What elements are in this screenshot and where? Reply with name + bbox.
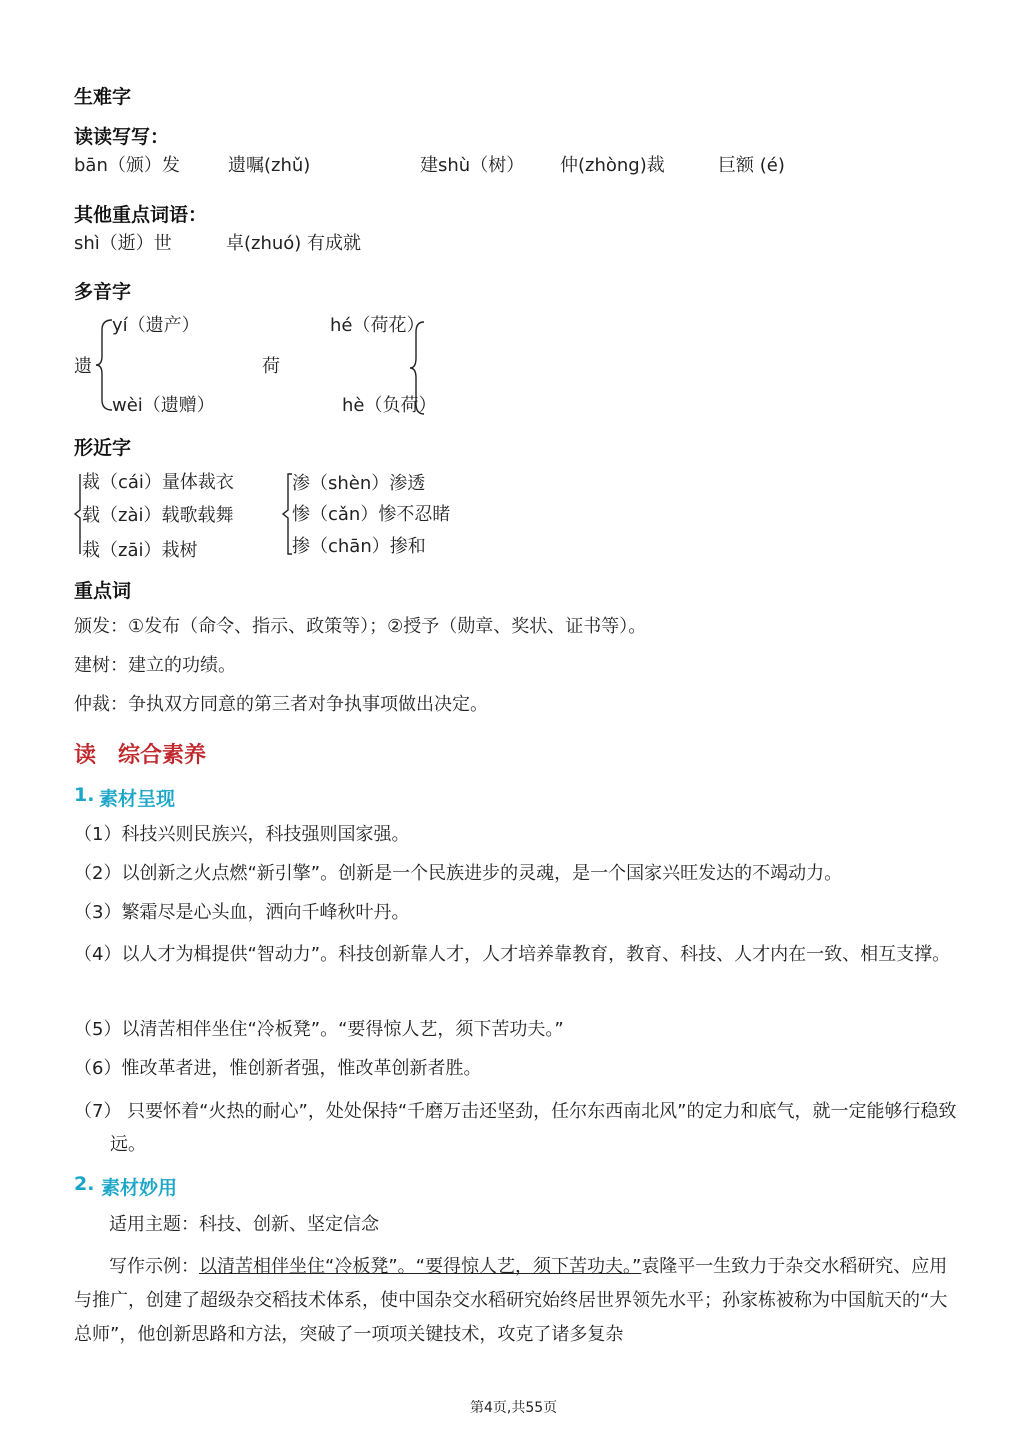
heading-shengnanzi: 生难字	[74, 86, 132, 108]
example-underlined-quote: 以清苦相伴坐住“冷板凳”。“要得惊人艺，须下苦功夫。”	[199, 1256, 642, 1277]
material-item: （1）科技兴则民族兴，科技强则国家强。	[74, 824, 410, 845]
dudu-item: 建shù（树）	[420, 155, 525, 176]
page-number: 第4页,共55页	[470, 1400, 558, 1416]
applicable-theme: 适用主题：科技、创新、坚定信念	[109, 1214, 379, 1235]
material-item: （6）惟改革者进，惟创新者强，惟改革创新者胜。	[74, 1058, 482, 1079]
example-label: 写作示例：	[109, 1256, 199, 1277]
polyphone-char-yi: 遗	[74, 356, 92, 377]
similar-char-item: 惨（cǎn）惨不忍睹	[292, 504, 451, 525]
reading-he4: hè（负荷）	[342, 395, 437, 416]
dudu-item: bān（颁）发	[74, 155, 180, 176]
similar-char-item: 载（zài）载歌载舞	[82, 505, 234, 526]
subsection-title-materials: 素材呈现	[99, 788, 176, 810]
similar-char-item: 掺（chān）掺和	[292, 536, 426, 557]
similar-char-item: 栽（zāi）栽树	[82, 540, 198, 561]
reading-wei: wèi（遗赠）	[112, 395, 215, 416]
other-item: shì（逝）世	[74, 233, 172, 254]
material-item: （2）以创新之火点燃“新引擎”。创新是一个民族进步的灵魂，是一个国家兴旺发达的不竭动力。	[74, 863, 843, 884]
section-title-read: 读 综合素养	[74, 743, 207, 768]
reading-he2: hé（荷花）	[330, 315, 425, 336]
dudu-item: 遗嘱(zhǔ)	[228, 155, 311, 176]
label-other-key-words: 其他重点词语：	[74, 204, 208, 226]
material-item: （4）以人才为楫提供“智动力”。科技创新靠人才，人才培养靠教育，教育、科技、人才内在一致、相互支撑。	[74, 944, 951, 965]
key-word-definition: 颁发：①发布（命令、指示、政策等）；②授予（勋章、奖状、证书等）。	[74, 616, 647, 637]
subsection-number: 1.	[74, 784, 95, 806]
heading-duoyinzi: 多音字	[74, 281, 132, 303]
writing-example	[74, 1250, 950, 1352]
subsection-title-usage: 素材妙用	[101, 1177, 178, 1199]
similar-char-item: 渗（shèn）渗透	[292, 473, 426, 494]
material-item: （7） 只要怀着“火热的耐心”，处处保持“千磨万击还坚劲，任尔东西南北风”的定力和底气，就一定能够行稳致远。	[74, 1101, 957, 1155]
heading-xingjinzi: 形近字	[74, 437, 132, 459]
key-word-definition: 建树：建立的功绩。	[74, 655, 236, 676]
dudu-item: 巨额 (é)	[718, 155, 785, 176]
key-word-definition: 仲裁：争执双方同意的第三者对争执事项做出决定。	[74, 694, 488, 715]
other-item: 卓(zhuó) 有成就	[226, 233, 362, 254]
right-brace-icon	[410, 320, 428, 416]
heading-key-words: 重点词	[74, 580, 132, 602]
subsection-number: 2.	[74, 1173, 95, 1195]
material-item: （5）以清苦相伴坐住“冷板凳”。“要得惊人艺，须下苦功夫。”	[74, 1019, 564, 1040]
reading-yi: yí（遗产）	[112, 315, 200, 336]
dudu-item: 仲(zhòng)裁	[560, 155, 665, 176]
material-item: （3）繁霜尽是心头血，洒向千峰秋叶丹。	[74, 902, 410, 923]
polyphone-char-he: 荷	[262, 356, 280, 377]
label-duduxiexie: 读读写写：	[74, 126, 170, 148]
example-body: 袁隆平一生致力于杂交水稻研究、应用与推广，创建了超级杂交稻技术体系，使中国杂交水稻研究始终居世界领先水平；孙家栋被称为中国航天的“大总师”，他创新思路和方法，突破了一项项关键技术，攻克了诸多复杂	[74, 1256, 948, 1345]
similar-char-item: 裁（cái）量体裁衣	[82, 472, 234, 493]
